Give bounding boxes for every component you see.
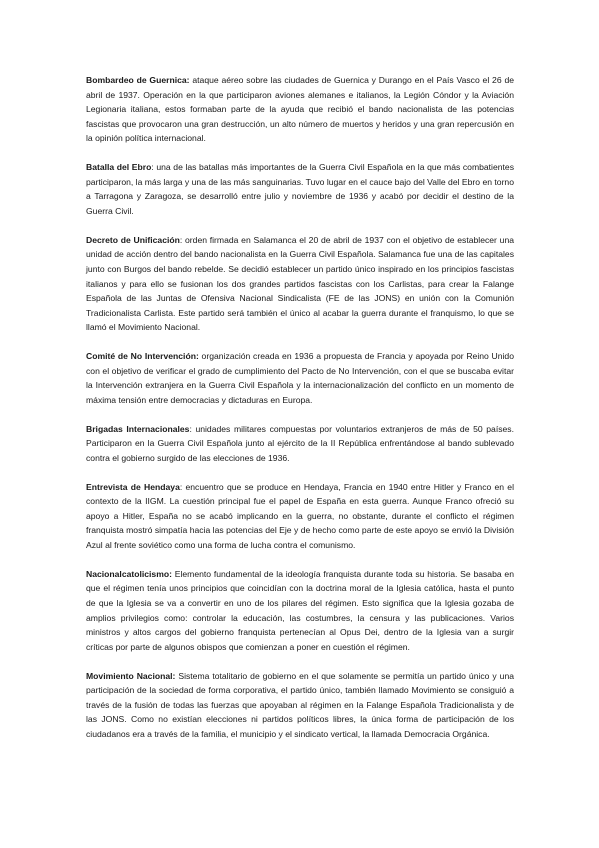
entry-entrevista-hendaya <box>86 480 514 553</box>
entry-bombardeo-guernica <box>86 73 514 146</box>
entry-nacionalcatolicismo <box>86 567 514 655</box>
entry-definition: : unidades militares compuestas por voluntarios extranjeros de más de 50 países. Participaron en la Guerra Civil Española junto al ejército de la II República enfrentándose al bando sublevado contra el gobierno surgido de las elecciones de 1936. <box>86 423 514 463</box>
entry-definition: ataque aéreo sobre las ciudades de Guernica y Durango en el País Vasco el 26 de abril de 1937. Operación en la que participaron aviones alemanes e italianos, la Legión Cóndor y la Aviación Legionaria italiana, estos formaban parte de la ayuda que recibió el bando nacionalista de las potencias fascistas que provocaron una gran destrucción, un alto número de muertos y heridos y una gran repercusión en la opinión política internacional. <box>86 75 514 144</box>
entry-definition: : orden firmada en Salamanca el 20 de abril de 1937 con el objetivo de establecer una unidad de acción dentro del bando nacionalista en la Guerra Civil Española. Salamanca fue una de las capitales junto con Burgos del bando rebelde. Se decidió establecer un partido único inspirado en los principios fascistas italianos y para ello se fusionan los dos grandes partidos fascistas con los Carlistas, para crear la Falange Española de las Juntas de Ofensiva Nacional Sindicalista (FE de las JONS) en unión con la Comunión Tradicionalista Carlista. Este partido será también el único al acabar la guerra durante el franquismo, lo que se llamó el Movimiento Nacional. <box>86 234 515 333</box>
entry-definition: Elemento fundamental de la ideología franquista durante toda su historia. Se basaba en que el régimen tenía unos principios que coincidían con la doctrina moral de la Iglesia católica, hasta el punto de que la Iglesia se va a convertir en uno de los pilares del régimen. Esto significa que la Iglesia gozaba de amplios privilegios como: controlar la educación, las costumbres, la censura y las publicaciones. Varios ministros y altos cargos del gobierno franquista pertenecían al Opus Dei, dentro de la Iglesia van a surgir críticas por parte de algunos obispos que comienzan a poner en cuestión el régimen. <box>86 568 514 652</box>
entry-term: Nacionalcatolicismo: <box>86 568 172 579</box>
entry-term: Brigadas Internacionales <box>86 423 190 434</box>
entry-decreto-unificacion <box>86 233 514 335</box>
entry-definition: : una de las batallas más importantes de la Guerra Civil Española en la que más combatientes participaron, la más larga y una de las más sanguinarias. Tuvo lugar en el cauce bajo del Valle del Ebro en torno a Tarragona y Zaragoza, se desarrolló entre julio y noviembre de 1936 y acabó por decidir el destino de la Guerra Civil. <box>86 162 514 216</box>
entry-definition: organización creada en 1936 a propuesta de Francia y apoyada por Reino Unido con el objetivo de verificar el grado de cumplimiento del Pacto de No Intervención, con el que se buscaba evitar la Intervención extranjera en la Guerra Civil Española y la internacionalización del conflicto en un momento de máxima tensión entre democracias y dictaduras en Europa. <box>86 351 514 405</box>
entry-term: Comité de No Intervención: <box>86 351 199 362</box>
entry-term: Decreto de Unificación <box>86 234 180 245</box>
entry-definition: Sistema totalitario de gobierno en el que solamente se permitía un partido único y una participación de la sociedad de forma corporativa, el partido único, también llamado Movimiento se consiguió a través de la fusión de todas las fuerzas que apoyaban al régimen en la Falange Española Tradicionalista y de las JONS. Como no existían elecciones ni partidos políticos libres, la única forma de participación de los ciudadanos era a través de la familia, el municipio y el sindicato vertical, la llamada Democracia Orgánica. <box>86 670 515 739</box>
entry-batalla-ebro <box>86 160 514 218</box>
entry-definition: : encuentro que se produce en Hendaya, Francia en 1940 entre Hitler y Franco en el contexto de la IIGM. La cuestión principal fue el papel de España en esta guerra. Aunque Franco ofreció su apoyo a Hitler, España no se acabó implicando en la guerra, no obstante, durante el conflicto el régimen franquista mostró simpatía hacia las potencias del Eje y de hecho como parte de este apoyo se envió la División Azul al frente soviético como una forma de lucha contra el comunismo. <box>86 481 514 550</box>
entry-term: Batalla del Ebro <box>86 162 152 173</box>
entry-term: Movimiento Nacional: <box>86 670 176 681</box>
entry-term: Bombardeo de Guernica: <box>86 75 190 85</box>
entry-brigadas-internacionales <box>86 422 514 466</box>
entry-movimiento-nacional <box>86 669 514 742</box>
entry-term: Entrevista de Hendaya <box>86 481 180 492</box>
document-page <box>86 73 514 756</box>
entry-comite-no-intervencion <box>86 349 514 407</box>
